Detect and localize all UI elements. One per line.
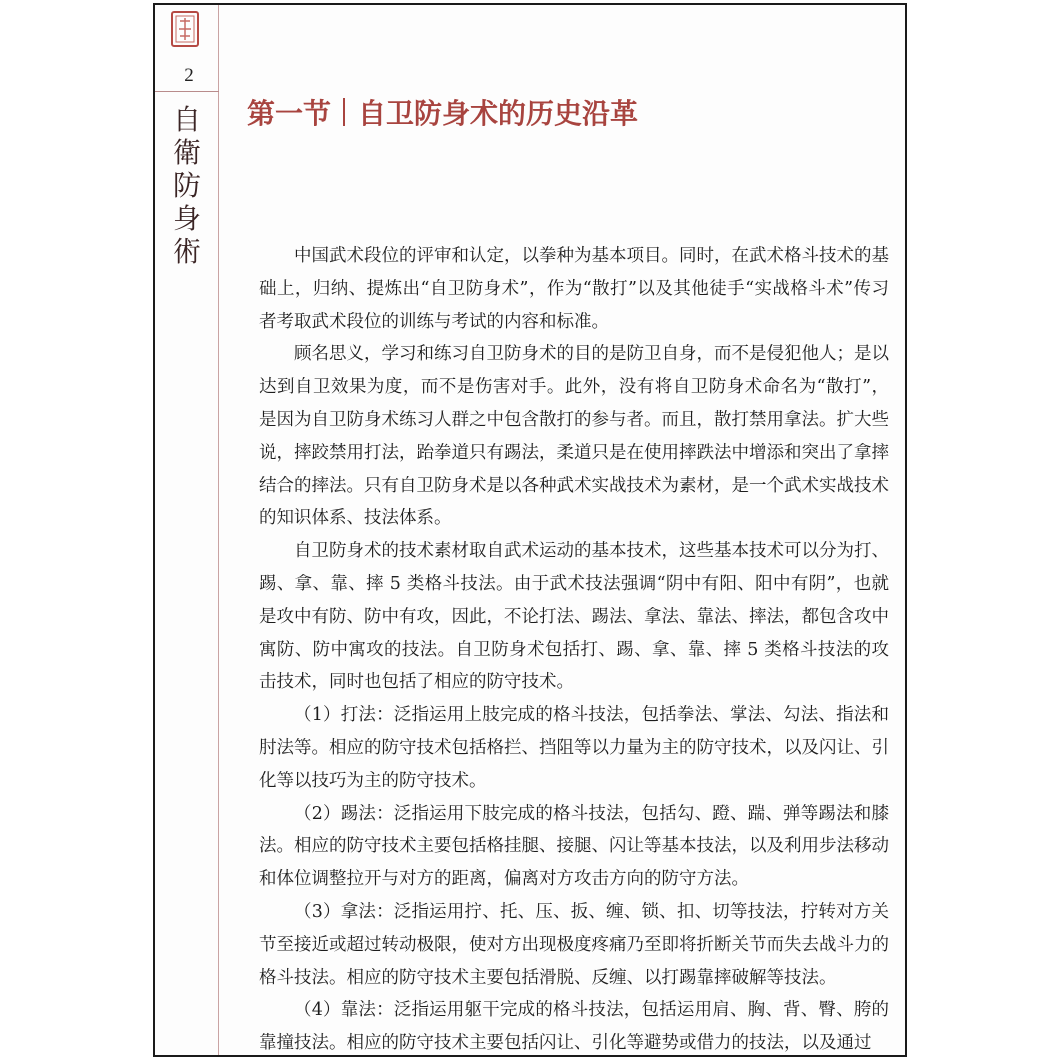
heading-separator <box>343 98 345 126</box>
section-heading <box>247 91 638 133</box>
page-number: 2 <box>184 65 194 86</box>
book-page <box>153 3 907 1057</box>
seal-icon <box>171 11 199 47</box>
margin-rule <box>218 5 219 1055</box>
paragraph-purpose: 顾名思义，学习和练习自卫防身术的目的是防卫自身，而不是侵犯他人；是以达到自卫效果为度，而不是伤害对手。此外，没有将自卫防身术命名为“散打”，是因为自卫防身术练习人群之中包含散打的参与者。而且，散打禁用拿法。扩大些说，摔跤禁用打法，跆拳道只有踢法，柔道只是在使用摔跌法中增添和突出了拿摔结合的摔法。只有自卫防身术是以各种武术实战技术为素材，是一个武术实战技术的知识体系、技法体系。 <box>259 344 889 529</box>
section-number: 第一节 <box>247 97 332 130</box>
paragraph-techniques: 自卫防身术的技术素材取自武术运动的基本技术，这些基本技术可以分为打、踢、拿、靠、摔 5 类格斗技法。由于武术技法强调“阴中有阳、阳中有阴”，也就是攻中有防、防中有攻，因此，不论打法、踢法、拿法、靠法、摔法，都包含攻中寓防、防中寓攻的技法。自卫防身术包括打、踢、拿、靠、摔 5 类格斗技法的攻击技术，同时也包括了相应的防守技术。 <box>259 541 889 693</box>
paragraph-kicking: （2）踢法：泛指运用下肢完成的格斗技法，包括勾、蹬、踹、弹等踢法和膝法。相应的防守技术主要包括格挂腿、接腿、闪让等基本技法，以及利用步法移动和体位调整拉开与对方的距离，偏离对方攻击方向的防守方法。 <box>259 803 889 890</box>
vertical-book-title: 自衛防身術 <box>172 103 201 268</box>
section-title: 自卫防身术的历史沿革 <box>358 97 639 130</box>
paragraph-body-strikes: （4）靠法：泛指运用躯干完成的格斗技法，包括运用肩、胸、背、臀、胯的靠撞技法。相应的防守技术主要包括闪让、引化等避势或借力的技法，以及通过 <box>259 1000 889 1054</box>
paragraph-striking: （1）打法：泛指运用上肢完成的格斗技法，包括拳法、掌法、勾法、指法和肘法等。相应的防守技术包括格拦、挡阻等以力量为主的防守技术，以及闪让、引化等以技巧为主的防守技术。 <box>259 705 889 791</box>
paragraph-grappling: （3）拿法：泛指运用拧、托、压、扳、缠、锁、扣、切等技法，拧转对方关节至接近或超过转动极限，使对方出现极度疼痛乃至即将折断关节而失去战斗力的格斗技法。相应的防守技术主要包括滑脱、反缠、以打踢靠摔破解等技法。 <box>259 901 889 988</box>
paragraph-intro: 中国武术段位的评审和认定，以拳种为基本项目。同时，在武术格斗技术的基础上，归纳、提炼出“自卫防身术”，作为“散打”以及其他徒手“实战格斗术”传习者考取武术段位的训练与考试的内容和标准。 <box>259 246 889 332</box>
page-number-rule <box>155 91 219 92</box>
body-text <box>259 240 889 1060</box>
